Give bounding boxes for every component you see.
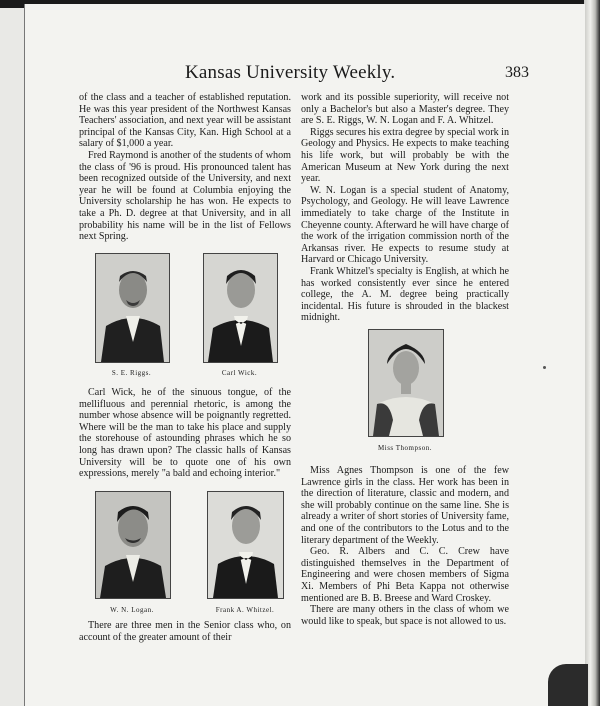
caption-thompson: Miss Thompson.: [378, 444, 432, 452]
paragraph: Geo. R. Albers and C. C. Crew have distinguished themselves in the Department of Engineering and were chosen members of Sigma Xi. Members of Phi Beta Kappa not otherwise mentioned are B. B. Breese and Ward Croskey.: [301, 546, 509, 604]
portrait-thompson: [368, 329, 444, 437]
book-spine: [584, 0, 600, 706]
paragraph: Riggs secures his extra degree by special work in Geology and Physics. He expects to make teaching his life work, but will probably be with the American Museum at New York during the next year.: [301, 126, 510, 185]
thumb-shadow: [548, 664, 588, 706]
paragraph: There are three men in the Senior class who, on account of the greater amount of their: [79, 620, 291, 643]
right-column-bottom: [301, 465, 509, 627]
right-column-top: [301, 92, 509, 324]
portrait-wick: [203, 253, 278, 363]
paragraph: Frank Whitzel's specialty is English, at which he has worked consistently ever since he entered college, the A. M. degree being practically incidental. His future is shrouded in the blackest midnight.: [301, 265, 509, 324]
paragraph: W. N. Logan is a special student of Anatomy, Psychology, and Geology. He will leave Lawrence immediately to take charge of the Institute in Cheyenne county. Afterward he will have charge of the work of the irrigation commission north of the Arkansas river. He expects to resume study at Harvard or Chicago University.: [301, 184, 509, 266]
paragraph: Carl Wick, he of the sinuous tongue, of the mellifluous and perennial rhetoric, is among the number whose absence will be poignantly regretted. Where will be the man to take his place and supply the storehouse of astounding phrases which he so long has drawn upon? The classic halls of Kansas University will be to quote one of his own expressions, merely "a bald and echoing interior.": [79, 387, 291, 480]
caption-riggs: S. E. Riggs.: [111, 369, 152, 377]
portrait-riggs: [95, 253, 170, 363]
journal-title: Kansas University Weekly.: [185, 62, 396, 83]
paragraph: Miss Agnes Thompson is one of the few Lawrence girls in the class. Her work has been in the direction of literature, classic and modern, and she will probably continue on the same line. She is already a writer of short stories of University fame, and one of the contributors to the Lotus and to the literary department of the Weekly.: [301, 465, 509, 546]
portrait-logan: [95, 491, 171, 599]
left-column-bottom: [79, 620, 291, 643]
paragraph: Fred Raymond is another of the students of whom the class of '96 is proud. His pronounced talent has been recognized outside of the University, and next year he will be found at Columbia enjoying the University scholarship he has won. He expects to take a Ph. D. degree at that University, and in all probability his name will be in the list of Fellows next Spring.: [79, 149, 291, 243]
paragraph: work and its possible superiority, will receive not only a Bachelor's but also a Master's degree. They are S. E. Riggs, W. N. Logan and F. A. Whitzel.: [301, 92, 509, 127]
portrait-whitzel: [207, 491, 284, 599]
paragraph: There are many others in the class of whom we would like to speak, but space is not allowed to us.: [301, 604, 509, 627]
page-number: 383: [505, 64, 529, 81]
left-column-top: [79, 92, 291, 243]
left-column-middle: [79, 387, 291, 480]
caption-logan: W. N. Logan.: [110, 606, 154, 614]
book-page: [24, 4, 585, 706]
caption-wick: Carl Wick.: [221, 369, 258, 377]
paragraph: of the class and a teacher of established reputation. He was this year president of the Northwest Kansas Teachers' association, and next year will be assistant principal of the Kansas City, Kan. High School at a salary of $1,000 a year.: [79, 92, 291, 150]
caption-whitzel: Frank A. Whitzel.: [215, 606, 275, 614]
speck: [543, 366, 546, 369]
left-page-edge: [0, 8, 25, 706]
page-header: [25, 62, 585, 86]
